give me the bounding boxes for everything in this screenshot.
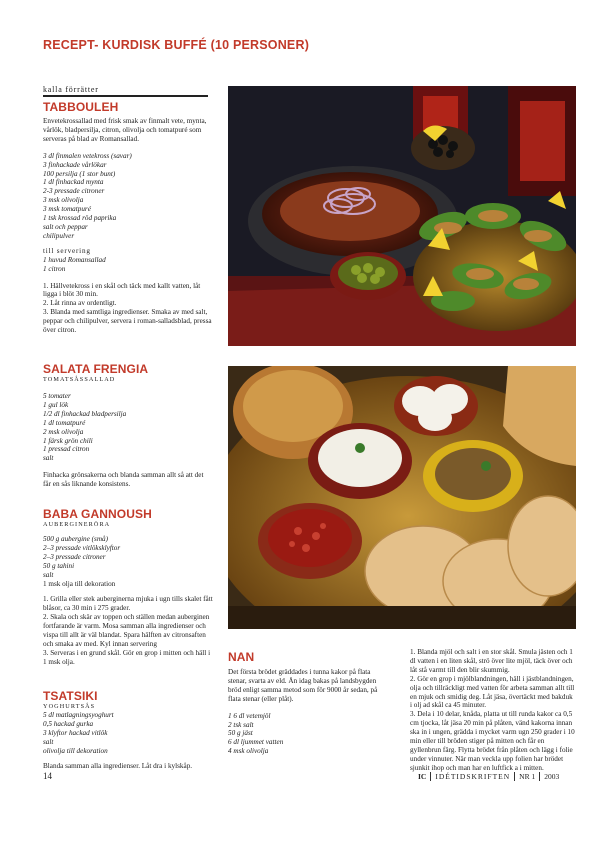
ingredient: 2 msk olivolja: [43, 427, 84, 436]
recipe-intro: Det första brödet gräddades i tunna kakor på flata stenar, svarta av eld. Än idag bakas på landsbygden bröd enligt samma metod som för 9000 år sedan, på flata stenar (eller plåt).: [228, 668, 378, 703]
recipe-step: 1. Hällvetekross i en skål och täck med kallt vatten, låt ligga i blöt 30 min.: [43, 281, 201, 299]
ingredient: 1 färsk grön chili: [43, 436, 93, 445]
ingredient: 3 msk tomatpuré: [43, 205, 91, 214]
ingredient: 1 tsk krossad röd paprika: [43, 214, 117, 223]
recipe-title: SALATA FRENGIA: [43, 362, 149, 376]
nan-steps: [410, 648, 576, 773]
section-label: kalla förrätter: [43, 85, 99, 94]
issue-year: 2003: [544, 772, 560, 781]
page-title: RECEPT- KURDISK BUFFÉ (10 PERSONER): [43, 38, 310, 52]
recipe-subtitle: TOMATSÅSSALLAD: [43, 376, 116, 383]
recipe-step: 1. Blanda mjöl och salt i en stor skål. Smula jästen och 1 dl vatten i en liten skål, strö över lite mjöl, täck över och låt stå varmt till den blir skummig.: [410, 648, 573, 674]
ingredient: olivolja till dekoration: [43, 746, 108, 755]
recipe-subtitle: YOGHURTSÅS: [43, 703, 96, 710]
recipe-text: Finhacka grönsakerna och blanda samman allt så att det får en sås liknande konsistens.: [43, 471, 204, 489]
recipe-text: Blanda samman alla ingredienser. Låt dra i kylskåp.: [43, 761, 193, 770]
ingredient: 1 6 dl vetemjöl: [228, 711, 271, 720]
ingredient: 3 klyftor hackad vitlök: [43, 728, 108, 737]
ingredient-list: [43, 535, 213, 580]
ingredient: 1/2 dl finhackad bladpersilja: [43, 409, 127, 418]
bread-dips-photo: [228, 366, 576, 629]
ingredient: 0,5 hackad gurka: [43, 719, 94, 728]
recipe-step: 2. Gör en grop i mjölblandningen, häll i jästblandningen, olja och tillräckligt med vatten för arbeta samman allt till en mjuk och smidig deg. Låt jäsa, övertäckt med bakduk i olj ad skål ca 45 minuter.: [410, 674, 575, 710]
ingredient: 2–3 pressade citroner: [43, 552, 106, 561]
ingredient: salt och peppar: [43, 222, 88, 231]
footer-divider: [430, 772, 431, 781]
recipe-tsatsiki: [43, 689, 213, 770]
ingredient-list: [43, 711, 213, 756]
section-divider: [43, 95, 208, 97]
ingredient: 1 citron: [43, 264, 66, 273]
ingredient: 100 persilja (1 stor bunt): [43, 169, 116, 178]
recipe-step: 3. Blanda med samtliga ingredienser. Smaka av med salt, peppar och chilipulver, servera i roman-salladsblad, pressa över citron.: [43, 308, 212, 335]
tabbouleh-photo: [228, 86, 576, 346]
recipe-steps: [43, 282, 213, 335]
ingredient-list: [43, 152, 213, 241]
ingredient-plain: 1 msk olja till dekoration: [43, 579, 116, 588]
ingredient: 5 dl matlagningsyoghurt: [43, 711, 114, 719]
ingredient: 1 gul lök: [43, 400, 69, 409]
recipe-tabbouleh: [43, 100, 213, 335]
ingredient: 1 dl tomatpuré: [43, 418, 86, 427]
ingredient: 3 dl finmalen vetekross (savar): [43, 151, 132, 160]
publication-name: IDÉTIDSKRIFTEN: [435, 772, 511, 781]
recipe-title: TABBOULEH: [43, 100, 119, 114]
issue-number: NR 1: [519, 772, 536, 781]
recipe-intro: Envetekrossallad med frisk smak av finmalt vete, mynta, vårlök, bladpersilja, citron, olivolja och tomatpuré som serveras på blad av Romansallad.: [43, 117, 207, 143]
recipe-step: 3. Serveras i en grund skål. Gör en grop i mitten och häll i 1 msk olja.: [43, 648, 211, 666]
ingredient: 1 dl finhackad mynta: [43, 178, 104, 187]
ingredient: salt: [43, 570, 54, 579]
recipe-title: BABA GANNOUSH: [43, 507, 152, 521]
recipe-title: TSATSIKI: [43, 689, 98, 703]
recipe-title: NAN: [228, 650, 255, 664]
recipe-salata-frengia: [43, 362, 213, 489]
recipe-step: 1. Grilla eller stek auberginerna mjuka i ugn tills skalet fått blåsor, ca 30 min i 275 grader.: [43, 595, 213, 613]
recipe-baba-gannoush: [43, 507, 213, 667]
ingredient: 5 tomater: [43, 392, 71, 400]
ingredient: 50 g jäst: [228, 729, 253, 738]
ingredient: 1 huvud Romansallad: [43, 255, 106, 264]
ingredient: salt: [43, 737, 54, 746]
page-number: 14: [43, 771, 52, 781]
recipe-step: 2. Skala och skär av toppen och ställen medan auberginen fortfarande är varm. Mosa samman alla ingredienser och vispa till allt är väl blandat. Spara hälften av citronsaften och smaka av med. Kyl innan servering: [43, 613, 210, 648]
ingredient: 6 dl ljummet vatten: [228, 738, 284, 747]
recipe-step: 3. Dela i 10 delar, knåda, platta ut till runda kakor ca 0,5 cm tjocka, låt jäsa 20 min på plåten, vänd kakorna innan ska in i ungen, grädda i mycket varm ugn 250 grader i 10 min eller till bröden stiger på mitten och får en gyllenbrun färg. Flytta brödet från plåten och lägg i folie under vinnuter. När man veckla upp folien har brödet sjunkit ihop och man har en luftfick a i mitten.: [410, 710, 575, 772]
ingredient: 2 tsk salt: [228, 720, 254, 729]
ingredient: 3 msk olivolja: [43, 196, 84, 205]
recipe-steps: [43, 595, 213, 666]
ingredient: salt: [43, 454, 54, 463]
ingredient: 2–3 pressade vitlöksklyftor: [43, 543, 121, 552]
magazine-logo: IC: [418, 772, 427, 781]
ingredient: 500 g aubergine (små): [43, 535, 109, 543]
ingredient-list: [43, 392, 213, 463]
ingredient: 50 g tahini: [43, 561, 75, 570]
footer-masthead: [418, 772, 559, 781]
ingredient-list: [228, 712, 390, 757]
ingredient: 3 finhackade vårlökar: [43, 160, 107, 169]
ingredient: 4 msk olivolja: [228, 747, 269, 756]
recipe-nan: [228, 650, 390, 756]
serving-list: [43, 256, 213, 274]
ingredient: 2-3 pressade citroner: [43, 187, 105, 196]
footer-divider: [514, 772, 515, 781]
ingredient: 1 pressad citron: [43, 445, 90, 454]
recipe-subtitle: AUBERGINERÖRA: [43, 521, 111, 528]
recipe-step: 2. Låt rinna av ordentligt.: [43, 299, 117, 308]
ingredient: chilipulver: [43, 231, 75, 240]
footer-divider: [539, 772, 540, 781]
serving-label: till servering: [43, 246, 91, 255]
